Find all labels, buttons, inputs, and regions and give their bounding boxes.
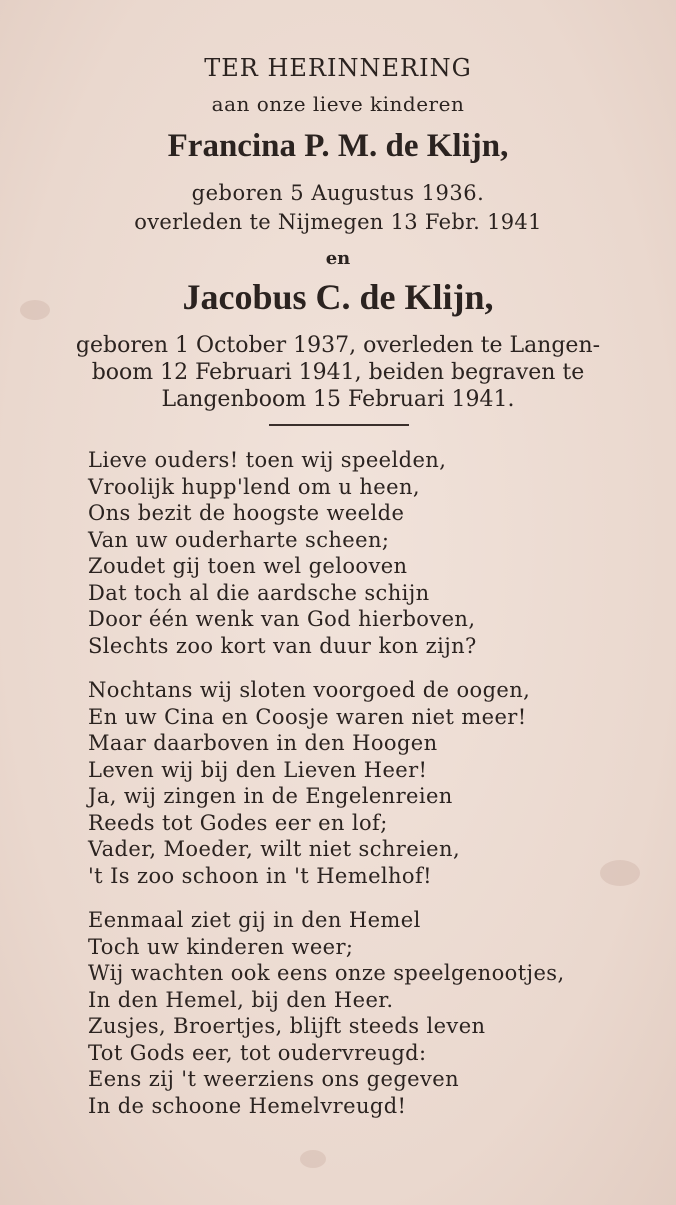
first-child-name: Francina P. M. de Klijn, [167, 128, 509, 164]
poem-line: Door één wenk van God hierboven, [88, 607, 476, 631]
poem-line: Reeds tot Godes eer en lof; [88, 810, 388, 835]
card-subtitle: aan onze lieve kinderen [211, 92, 465, 116]
second-child-details-line: Langenboom 15 Februari 1941. [161, 387, 515, 412]
poem-line: Tot Gods eer, tot oudervreugd: [88, 1040, 427, 1065]
poem-line: Maar daarboven in den Hoogen [88, 731, 438, 755]
poem-line: In den Hemel, bij den Heer. [88, 987, 394, 1012]
second-child-details-line: boom 12 Februari 1941, beiden begraven te [91, 360, 585, 385]
poem-line: Eens zij 't weerziens ons gegeven [88, 1067, 460, 1091]
poem-line: Ja, wij zingen in de Engelenreien [88, 784, 453, 808]
divider-rule [269, 424, 409, 426]
poem-line: Dat toch al die aardsche schijn [88, 580, 430, 605]
poem-line: Toch uw kinderen weer; [88, 934, 354, 959]
poem-line: Eenmaal ziet gij in den Hemel [88, 908, 421, 932]
conjunction: en [325, 248, 351, 269]
poem-stanza [88, 447, 668, 659]
poem-line: Vader, Moeder, wilt niet schreien, [88, 837, 461, 861]
card-title: TER HERINNERING [204, 54, 472, 82]
poem-line: En uw Cina en Coosje waren niet meer! [88, 704, 527, 729]
second-child-name: Jacobus C. de Klijn, [182, 277, 494, 317]
first-child-death: overleden te Nijmegen 13 Febr. 1941 [134, 210, 542, 234]
poem-line: Nochtans wij sloten voorgoed de oogen, [88, 678, 531, 702]
poem-line: Lieve ouders! toen wij speelden, [88, 448, 447, 472]
poem-line: 't Is zoo schoon in 't Hemelhof! [88, 863, 432, 888]
poem-line: Ons bezit de hoogste weelde [88, 501, 405, 525]
poem-line: Van uw ouderharte scheen; [88, 527, 390, 552]
poem-stanza [88, 907, 668, 1119]
poem-line: Zoudet gij toen wel gelooven [88, 554, 408, 578]
poem-line: Slechts zoo kort van duur kon zijn? [88, 633, 477, 658]
poem-line: In de schoone Hemelvreugd! [88, 1093, 407, 1118]
poem-line: Leven wij bij den Lieven Heer! [88, 757, 428, 782]
poem-stanza [88, 677, 668, 889]
poem-line: Wij wachten ook eens onze speelgenootjes, [88, 961, 565, 985]
first-child-birth: geboren 5 Augustus 1936. [191, 181, 485, 205]
second-child-details-line: geboren 1 October 1937, overleden te Langen- [75, 333, 601, 358]
paper-stain [300, 1150, 326, 1168]
poem-line: Zusjes, Broertjes, blijft steeds leven [88, 1014, 486, 1038]
poem-line: Vroolijk hupp'lend om u heen, [88, 474, 420, 499]
